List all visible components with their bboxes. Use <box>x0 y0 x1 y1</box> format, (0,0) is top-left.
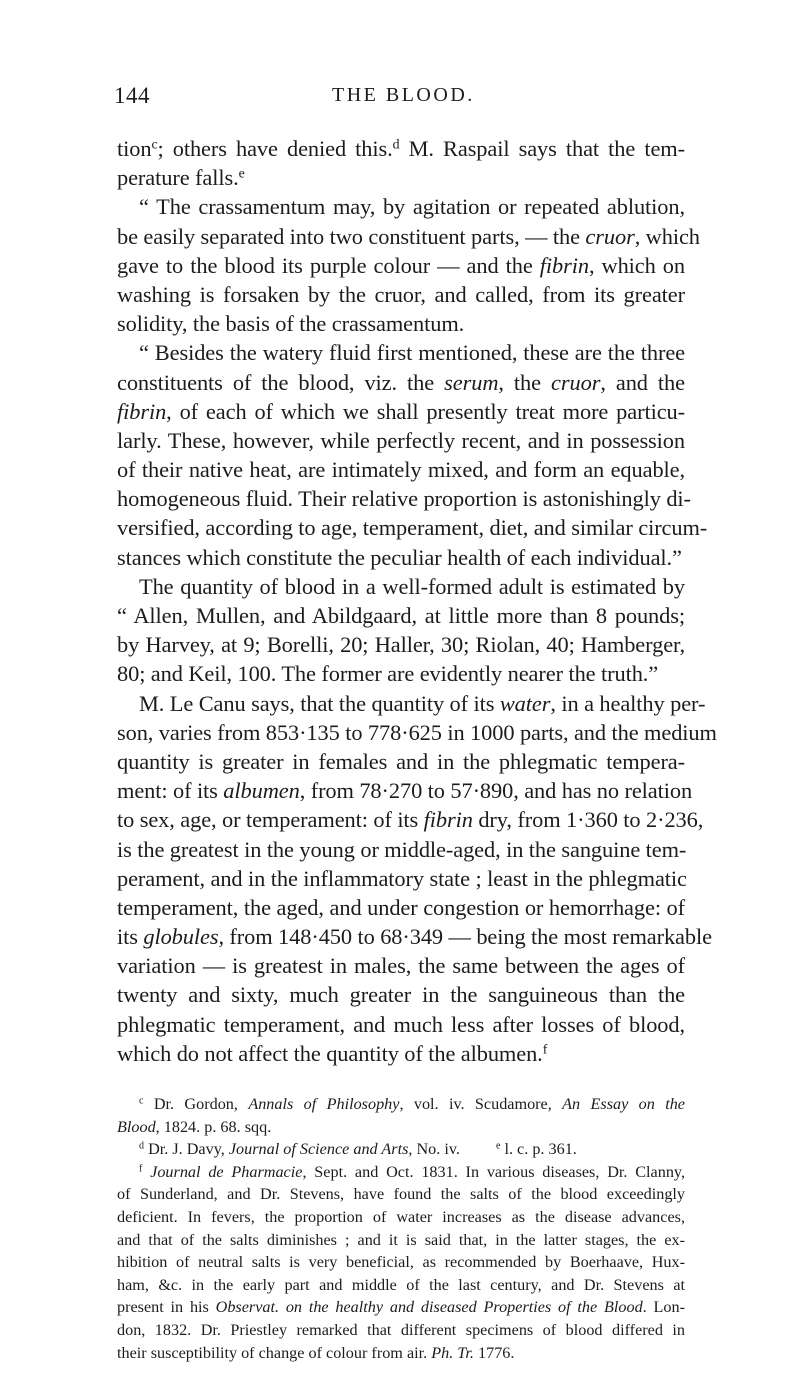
footnote-line: present in his Observat. on the healthy and diseased Properties of the Blood. Lon- <box>117 1298 685 1317</box>
footnote-line: ham, &c. in the early part and middle of the last century, and Dr. Stevens at <box>117 1275 685 1294</box>
page-header <box>0 83 800 123</box>
text-line: constituents of the blood, viz. the serum, the cruor, and the <box>117 369 685 395</box>
text-line: temperament, the aged, and under congestion or hemorrhage: of <box>117 894 685 920</box>
footnote-line: $^c$ Dr. Gordon, Annals of Philosophy, vol. iv. Scudamore, An Essay on the <box>139 1095 685 1113</box>
footnote-line: deficient. In fevers, the proportion of water increases as the disease advances, <box>117 1207 685 1226</box>
footnote-line: hibition of neutral salts is very beneficial, as recommended by Boerhaave, Hux- <box>117 1253 685 1272</box>
footnote-line: don, 1832. Dr. Priestley remarked that different specimens of blood differed in <box>117 1320 685 1339</box>
footnote-line: and that of the salts diminishes ; and it is said that, in the latter stages, the ex- <box>117 1230 685 1249</box>
text-line: stances which constitute the peculiar health of each individual.” <box>117 544 682 570</box>
text-line: its globules, from 148·450 to 68·349 — being the most remarkable <box>117 924 712 950</box>
footnote-line: of Sunderland, and Dr. Stevens, have found the salts of the blood exceedingly <box>117 1185 685 1204</box>
footnote-line: Blood, 1824. p. 68. sqq. <box>117 1117 272 1136</box>
text-line: variation — is greatest in males, the same between the ages of <box>117 953 685 979</box>
footnote-ref: e <box>238 166 245 182</box>
footnote-marker: d <box>139 1140 145 1152</box>
text-line: quantity is greater in females and in the phlegmatic tempera- <box>117 748 685 774</box>
text-line: son, varies from 853·135 to 778·625 in 1000 parts, and the medium <box>117 719 717 745</box>
text-line: tion$^c$; others have denied this.$^d$ M. Raspail says that the tem- <box>117 136 685 161</box>
text-line: homogeneous fluid. Their relative proportion is astonishingly di- <box>117 486 691 512</box>
text-line: versified, according to age, temperament, diet, and similar circum- <box>117 515 708 541</box>
text-line: be easily separated into two constituent parts, — the cruor, which <box>117 223 700 249</box>
text-line: M. Le Canu says, that the quantity of its water, in a healthy per- <box>139 690 706 716</box>
page-number: 144 <box>114 83 150 108</box>
text-line: ment: of its albumen, from 78·270 to 57·890, and has no relation <box>117 778 693 804</box>
text-line: larly. These, however, while perfectly recent, and in possession <box>117 427 685 453</box>
text-line: gave to the blood its purple colour — and the fibrin, which on <box>117 252 685 278</box>
footnote-marker: c <box>139 1095 144 1107</box>
text-line: which do not affect the quantity of the albumen.$^f$ <box>117 1040 548 1066</box>
text-line: perature falls.$^e$ <box>117 165 245 191</box>
footnote-line: $^d$ Dr. J. Davy, Journal of Science and Arts, No. iv. $^e$ l. c. p. 361. <box>139 1140 577 1159</box>
footnote-marker: f <box>139 1163 143 1175</box>
footnotes <box>117 1093 685 1364</box>
running-title: THE BLOOD. <box>332 84 475 106</box>
footnote-line: their susceptibility of change of colour from air. Ph. Tr. 1776. <box>117 1343 515 1362</box>
text-line: phlegmatic temperament, and much less after losses of blood, <box>117 1011 685 1037</box>
text-line: “ Besides the watery fluid first mentioned, these are the three <box>139 340 685 366</box>
text-line: The quantity of blood in a well-formed adult is estimated by <box>139 573 685 599</box>
text-line: washing is forsaken by the cruor, and called, from its greater <box>117 281 685 307</box>
text-line: 80; and Keil, 100. The former are evidently nearer the truth.” <box>117 661 659 687</box>
footnote-line: $^f$ Journal de Pharmacie, Sept. and Oct. 1831. In various diseases, Dr. Clanny, <box>139 1162 685 1181</box>
main-text <box>117 134 717 1068</box>
text-line: is the greatest in the young or middle-aged, in the sanguine tem- <box>117 836 687 862</box>
footnote-ref: f <box>542 1042 548 1058</box>
text-line: to sex, age, or temperament: of its fibrin dry, from 1·360 to 2·236, <box>117 807 704 833</box>
footnote-ref: c <box>151 137 158 153</box>
text-line: perament, and in the inflammatory state ; least in the phlegmatic <box>117 865 687 891</box>
text-line: fibrin, of each of which we shall presently treat more particu- <box>117 398 685 424</box>
text-line: by Harvey, at 9; Borelli, 20; Haller, 30; Riolan, 40; Hamberger, <box>117 632 685 658</box>
text-line: solidity, the basis of the crassamentum. <box>117 311 465 337</box>
footnote-ref: d <box>392 137 400 153</box>
text-line: of their native heat, are intimately mixed, and form an equable, <box>117 457 685 483</box>
text-line: “ Allen, Mullen, and Abildgaard, at little more than 8 pounds; <box>117 603 685 628</box>
text-line: “ The crassamentum may, by agitation or repeated ablution, <box>139 194 685 220</box>
footnote-marker: e <box>495 1140 501 1152</box>
text-line: twenty and sixty, much greater in the sanguineous than the <box>117 982 685 1008</box>
